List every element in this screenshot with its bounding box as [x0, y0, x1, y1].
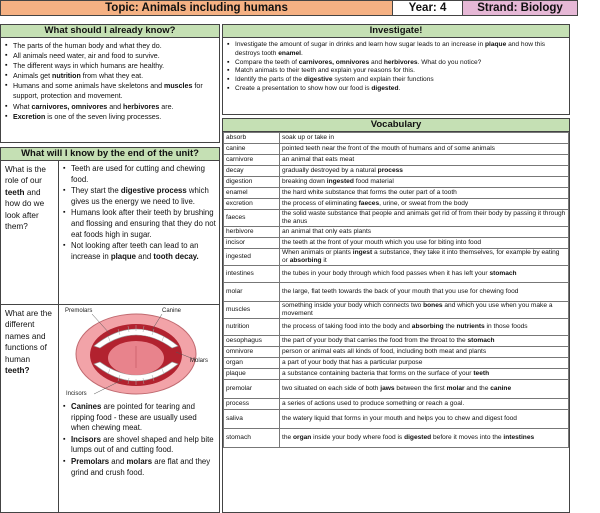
vocabulary-term: carnivore [224, 155, 280, 166]
vocabulary-term: enamel [224, 188, 280, 199]
vocabulary-term: premolar [224, 380, 280, 399]
vocabulary-term: intestines [224, 266, 280, 283]
vocabulary-row [224, 238, 569, 249]
topic-title: Topic: Animals including humans [0, 0, 393, 16]
vocabulary-definition: the tubes in your body through which food passes when it has left your stomach [280, 266, 569, 283]
label-incisors: Incisors [66, 391, 87, 397]
vocabulary-term: excretion [224, 199, 280, 210]
label-canine: Canine [162, 308, 182, 314]
vocabulary-row [224, 347, 569, 358]
vocabulary-term: digestion [224, 177, 280, 188]
vocabulary-definition: soak up or take in [280, 133, 569, 144]
vocabulary-term: faeces [224, 210, 280, 227]
investigate-title: Investigate! [223, 25, 569, 38]
answer-teeth-names [59, 305, 219, 512]
investigate-item: ▪ Identify the parts of the digestive system and explain their functions [226, 76, 566, 85]
vocabulary-term: decay [224, 166, 280, 177]
vocabulary-definition: a series of actions used to produce something or reach a goal. [280, 399, 569, 410]
vocabulary-term: omnivore [224, 347, 280, 358]
vocabulary-definition: the solid waste substance that people and animals get rid of from their body by passing it through the anus [280, 210, 569, 227]
vocabulary-definition: two situated on each side of both jaws between the first molar and the canine [280, 380, 569, 399]
vocabulary-term: incisor [224, 238, 280, 249]
vocabulary-row [224, 283, 569, 302]
vocabulary-row [224, 133, 569, 144]
vocabulary-term: stomach [224, 429, 280, 448]
vocabulary-term: organ [224, 358, 280, 369]
vocabulary-definition: the process of eliminating faeces, urine, or sweat from the body [280, 199, 569, 210]
vocabulary-title: Vocabulary [223, 119, 569, 132]
vocabulary-row [224, 336, 569, 347]
vocabulary-definition: the part of your body that carries the food from the throat to the stomach [280, 336, 569, 347]
prior-knowledge-item: ▪ Animals get nutrition from what they eat. [4, 71, 216, 81]
vocabulary-definition: the large, flat teeth towards the back of your mouth that you use for chewing food [280, 283, 569, 302]
vocabulary-definition: When animals or plants ingest a substance, they take it into themselves, for example by eating or absorbing it [280, 249, 569, 266]
vocabulary-term: muscles [224, 302, 280, 319]
question-teeth-names: What are the different names and functions of human teeth? [1, 305, 59, 512]
vocabulary-row [224, 249, 569, 266]
vocabulary-term: ingested [224, 249, 280, 266]
question-teeth-role: What is the role of our teeth and how do we look after them? [1, 161, 59, 305]
vocabulary-row [224, 369, 569, 380]
end-of-unit-box [0, 147, 220, 513]
vocabulary-row [224, 319, 569, 336]
strand-label: Strand: Biology [463, 0, 578, 16]
label-molars: Molars [190, 358, 209, 364]
vocabulary-row [224, 429, 569, 448]
vocabulary-definition: breaking down ingested food material [280, 177, 569, 188]
mouth-illustration [64, 308, 214, 400]
vocabulary-term: saliva [224, 410, 280, 429]
answer-teeth-role-item: ▪ Teeth are used for cutting and chewing food. [62, 164, 216, 185]
vocabulary-row [224, 155, 569, 166]
vocabulary-row [224, 166, 569, 177]
vocabulary-term: canine [224, 144, 280, 155]
vocabulary-row [224, 302, 569, 319]
vocabulary-box [222, 118, 570, 513]
year-label: Year: 4 [393, 0, 463, 16]
vocabulary-definition: an animal that eats meat [280, 155, 569, 166]
vocabulary-table [223, 132, 569, 448]
vocabulary-row [224, 210, 569, 227]
vocabulary-definition: the process of taking food into the body and absorbing the nutrients in those foods [280, 319, 569, 336]
vocabulary-definition: an animal that only eats plants [280, 227, 569, 238]
vocabulary-term: absorb [224, 133, 280, 144]
vocabulary-row [224, 410, 569, 429]
investigate-item: ▪ Compare the teeth of carnivores, omnivores and herbivores. What do you notice? [226, 59, 566, 68]
vocabulary-row [224, 227, 569, 238]
vocabulary-definition: the watery liquid that forms in your mouth and helps you to chew and digest food [280, 410, 569, 429]
vocabulary-row [224, 199, 569, 210]
prior-knowledge-item: ▪ What carnivores, omnivores and herbivores are. [4, 102, 216, 112]
investigate-item: ▪ Investigate the amount of sugar in drinks and learn how sugar leads to an increase in plaque and how this destroys tooth enamel. [226, 41, 566, 59]
prior-knowledge-item: ▪ The different ways in which humans are healthy. [4, 61, 216, 71]
prior-knowledge-box [0, 24, 220, 143]
vocabulary-term: nutrition [224, 319, 280, 336]
vocabulary-row [224, 188, 569, 199]
prior-knowledge-title: What should I already know? [1, 25, 219, 38]
investigate-item: ▪ Match animals to their teeth and explain your reasons for this. [226, 67, 566, 76]
vocabulary-row [224, 380, 569, 399]
vocabulary-row [224, 358, 569, 369]
prior-knowledge-item: ▪ The parts of the human body and what they do. [4, 41, 216, 51]
end-of-unit-title: What will I know by the end of the unit? [1, 148, 219, 161]
vocabulary-definition: gradually destroyed by a natural process [280, 166, 569, 177]
vocabulary-definition: the organ inside your body where food is digested before it moves into the intestines [280, 429, 569, 448]
answer-teeth-role-list [62, 164, 216, 262]
answer-teeth-names-item: ▪ Incisors are shovel shaped and help bite lumps out of and cutting food. [62, 435, 216, 456]
answer-teeth-names-list [62, 402, 216, 478]
prior-knowledge-item: ▪ All animals need water, air and food to survive. [4, 51, 216, 61]
vocabulary-definition: pointed teeth near the front of the mouth of humans and of some animals [280, 144, 569, 155]
prior-knowledge-list [1, 38, 219, 122]
vocabulary-term: molar [224, 283, 280, 302]
prior-knowledge-item: ▪ Humans and some animals have skeletons and muscles for support, protection and movement. [4, 81, 216, 101]
investigate-box [222, 24, 570, 115]
answer-teeth-role-item: ▪ Humans look after their teeth by brushing and flossing and ensuring that they do not eat foods high in sugar. [62, 208, 216, 240]
answer-teeth-role [59, 161, 219, 305]
vocabulary-row [224, 144, 569, 155]
vocabulary-term: herbivore [224, 227, 280, 238]
vocabulary-definition: the teeth at the front of your mouth which you use for biting into food [280, 238, 569, 249]
answer-teeth-role-item: ▪ They start the digestive process which gives us the energy we need to live. [62, 186, 216, 207]
label-premolars: Premolars [65, 308, 93, 314]
vocabulary-row [224, 177, 569, 188]
vocabulary-definition: something inside your body which connects two bones and which you use when you make a movement [280, 302, 569, 319]
investigate-list [223, 38, 569, 94]
vocabulary-definition: a part of your body that has a particular purpose [280, 358, 569, 369]
vocabulary-term: process [224, 399, 280, 410]
answer-teeth-names-item: ▪ Canines are pointed for tearing and ripping food - these are usually used when chewing meat. [62, 402, 216, 434]
answer-teeth-names-item: ▪ Premolars and molars are flat and they grind and crush food. [62, 457, 216, 478]
vocabulary-term: oesophagus [224, 336, 280, 347]
answer-teeth-role-item: ▪ Not looking after teeth can lead to an increase in plaque and tooth decay. [62, 241, 216, 262]
vocabulary-definition: a substance containing bacteria that forms on the surface of your teeth [280, 369, 569, 380]
prior-knowledge-item: ▪ Excretion is one of the seven living processes. [4, 112, 216, 122]
teeth-diagram [64, 308, 214, 400]
vocabulary-row [224, 399, 569, 410]
vocabulary-term: plaque [224, 369, 280, 380]
vocabulary-definition: the hard white substance that forms the outer part of a tooth [280, 188, 569, 199]
vocabulary-definition: person or animal eats all kinds of food, including both meat and plants [280, 347, 569, 358]
investigate-item: ▪ Create a presentation to show how our food is digested. [226, 85, 566, 94]
vocabulary-row [224, 266, 569, 283]
